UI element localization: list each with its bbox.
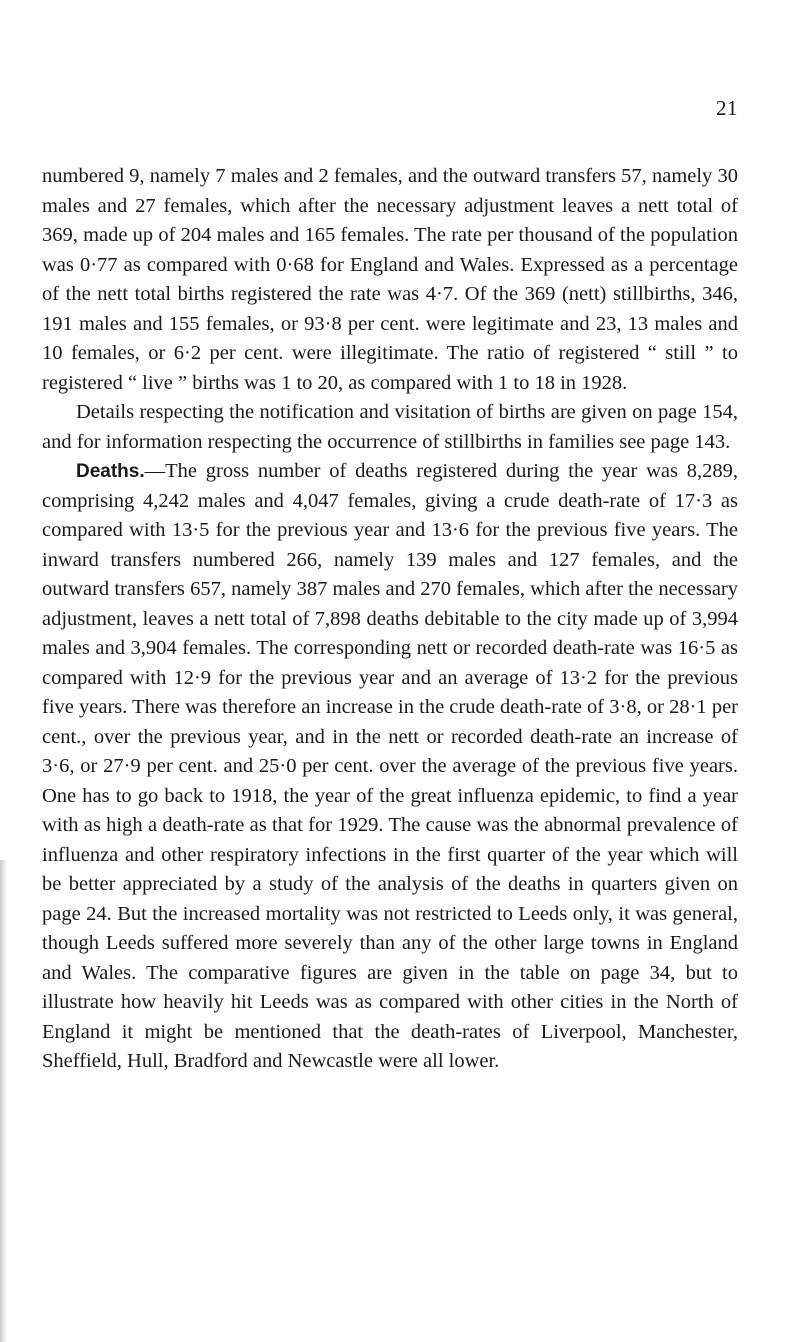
deaths-text: —The gross number of deaths registered during the year was 8,289, comprising 4,242 males and 4,047 females, giving a crude death-rate of 17·3 as compared with 13·5 for the previous year and 13·6 for the previous five years. The inward transfers numbered 266, namely 139 males and 127 females, and the outward transfers 657, namely 387 males and 270 females, which after the necessary adjustment, leaves a nett total of 7,898 deaths debitable to the city made up of 3,994 males and 3,904 females. The corresponding nett or recorded death-rate was 16·5 as compared with 12·9 for the previous year and an average of 13·2 for the previous five years. There was therefore an increase in the crude death-rate of 3·8, or 28·1 per cent., over the previous year, and in the nett or recorded death-rate an increase of 3·6, or 27·9 per cent. and 25·0 per cent. over the average of the previous five years. One has to go back to 1918, the year of the great influenza epidemic, to find a year with as high a death-rate as that for 1929. The cause was the abnormal prevalence of influenza and other respiratory infections in the first quarter of the year which will be better appreciated by a study of the analysis of the deaths in quarters given on page 24. But the increased mortality was not restricted to Leeds only, it was general, though Leeds suffered more severely than any of the other large towns in England and Wales. The comparative figures are given in the table on page 34, but to illustrate how heavily hit Leeds was as compared with other cities in the North of England it might be mentioned that the death-rates of Liverpool, Manchester, Sheffield, Hull, Bradford and Newcastle were all lower. xyxy=(42,460,738,1072)
body-text xyxy=(42,162,738,1077)
deaths-heading: Deaths. xyxy=(76,461,145,482)
page-number: 21 xyxy=(716,96,738,120)
page-edge-shadow xyxy=(0,860,7,1342)
paragraph-stillbirths: numbered 9, namely 7 males and 2 females, and the outward transfers 57, namely 30 males and 27 females, which after the necessary adjustment leaves a nett total of 369, made up of 204 males and 165 females. The rate per thousand of the population was 0·77 as compared with 0·68 for England and Wales. Expressed as a percentage of the nett total births registered the rate was 4·7. Of the 369 (nett) stillbirths, 346, 191 males and 155 females, or 93·8 per cent. were legitimate and 23, 13 males and 10 females, or 6·2 per cent. were illegitimate. The ratio of registered “ still ” to registered “ live ” births was 1 to 20, as compared with 1 to 18 in 1928. xyxy=(42,165,738,394)
paragraph-deaths xyxy=(42,457,738,1077)
paragraph-notification: Details respecting the notification and visitation of births are given on page 154, and for information respecting the occurrence of stillbirths in families see page 143. xyxy=(42,401,738,453)
